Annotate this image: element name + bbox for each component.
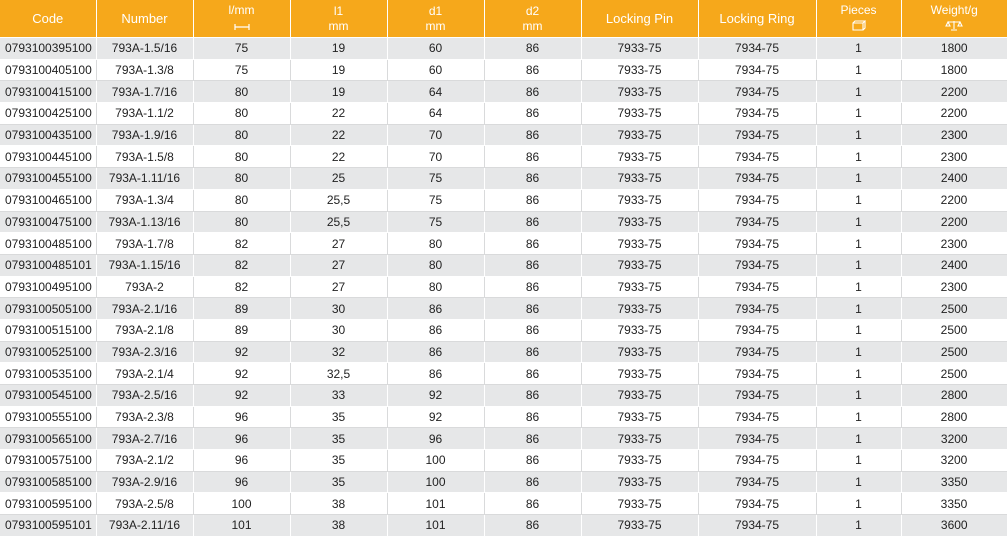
- cell-d2: 86: [484, 103, 581, 125]
- cell-pieces: 1: [816, 428, 901, 450]
- cell-pieces: 1: [816, 276, 901, 298]
- cell-l1: 19: [290, 38, 387, 60]
- cell-code: 0793100585100: [0, 471, 96, 493]
- cell-number: 793A-1.1/2: [96, 103, 193, 125]
- cell-locking-ring: 7934-75: [698, 298, 816, 320]
- cell-pieces: 1: [816, 233, 901, 255]
- cell-d2: 86: [484, 319, 581, 341]
- cell-length: 92: [193, 341, 290, 363]
- cell-length: 92: [193, 363, 290, 385]
- cell-d1: 100: [387, 450, 484, 472]
- cell-l1: 19: [290, 59, 387, 81]
- cell-weight: 2500: [901, 319, 1007, 341]
- cell-code: 0793100595101: [0, 515, 96, 537]
- cell-d1: 80: [387, 254, 484, 276]
- cell-weight: 3200: [901, 450, 1007, 472]
- cell-l1: 38: [290, 515, 387, 537]
- table-row: [0, 276, 1007, 298]
- cell-code: 0793100425100: [0, 103, 96, 125]
- cell-length: 92: [193, 385, 290, 407]
- cell-d1: 86: [387, 298, 484, 320]
- cell-number: 793A-2.1/4: [96, 363, 193, 385]
- cell-weight: 2500: [901, 341, 1007, 363]
- cell-l1: 32,5: [290, 363, 387, 385]
- header-locking-pin: Locking Pin: [581, 0, 698, 38]
- table-row: [0, 211, 1007, 233]
- cell-l1: 35: [290, 471, 387, 493]
- table-row: [0, 189, 1007, 211]
- cell-number: 793A-2.3/8: [96, 406, 193, 428]
- cell-locking-ring: 7934-75: [698, 363, 816, 385]
- cell-number: 793A-1.5/8: [96, 146, 193, 168]
- cell-locking-ring: 7934-75: [698, 428, 816, 450]
- cell-weight: 3350: [901, 471, 1007, 493]
- cell-pieces: 1: [816, 493, 901, 515]
- cell-pieces: 1: [816, 189, 901, 211]
- cell-d1: 86: [387, 319, 484, 341]
- cell-number: 793A-2.3/16: [96, 341, 193, 363]
- cell-length: 80: [193, 124, 290, 146]
- cell-pieces: 1: [816, 385, 901, 407]
- cell-weight: 2200: [901, 189, 1007, 211]
- cell-locking-pin: 7933-75: [581, 38, 698, 60]
- cell-locking-pin: 7933-75: [581, 319, 698, 341]
- cell-code: 0793100455100: [0, 168, 96, 190]
- cell-locking-ring: 7934-75: [698, 319, 816, 341]
- cell-weight: 2400: [901, 168, 1007, 190]
- cell-locking-pin: 7933-75: [581, 146, 698, 168]
- cell-locking-ring: 7934-75: [698, 341, 816, 363]
- cell-d2: 86: [484, 211, 581, 233]
- cell-d1: 70: [387, 124, 484, 146]
- cell-d1: 92: [387, 385, 484, 407]
- cell-d2: 86: [484, 124, 581, 146]
- cell-code: 0793100465100: [0, 189, 96, 211]
- cell-pieces: 1: [816, 168, 901, 190]
- cell-locking-pin: 7933-75: [581, 341, 698, 363]
- cell-number: 793A-2.5/16: [96, 385, 193, 407]
- cell-locking-pin: 7933-75: [581, 428, 698, 450]
- cell-d2: 86: [484, 341, 581, 363]
- cell-locking-ring: 7934-75: [698, 38, 816, 60]
- cell-weight: 2800: [901, 385, 1007, 407]
- cell-weight: 3600: [901, 515, 1007, 537]
- table-row: [0, 428, 1007, 450]
- header-d1: d1 mm: [387, 0, 484, 38]
- cell-d1: 80: [387, 276, 484, 298]
- box-icon: [852, 19, 866, 34]
- cell-weight: 1800: [901, 38, 1007, 60]
- cell-locking-pin: 7933-75: [581, 59, 698, 81]
- cell-weight: 2300: [901, 146, 1007, 168]
- cell-l1: 22: [290, 146, 387, 168]
- cell-weight: 2200: [901, 81, 1007, 103]
- table-row: [0, 168, 1007, 190]
- cell-d2: 86: [484, 276, 581, 298]
- cell-number: 793A-1.7/8: [96, 233, 193, 255]
- cell-l1: 30: [290, 298, 387, 320]
- table-row: [0, 103, 1007, 125]
- cell-l1: 22: [290, 103, 387, 125]
- cell-length: 80: [193, 81, 290, 103]
- header-d2: d2 mm: [484, 0, 581, 38]
- cell-d1: 100: [387, 471, 484, 493]
- cell-locking-ring: 7934-75: [698, 124, 816, 146]
- cell-number: 793A-2.1/2: [96, 450, 193, 472]
- cell-pieces: 1: [816, 146, 901, 168]
- cell-l1: 27: [290, 276, 387, 298]
- cell-locking-pin: 7933-75: [581, 189, 698, 211]
- table-row: [0, 363, 1007, 385]
- table-row: [0, 254, 1007, 276]
- header-length-label: l/mm: [228, 2, 255, 17]
- cell-code: 0793100525100: [0, 341, 96, 363]
- cell-code: 0793100595100: [0, 493, 96, 515]
- cell-locking-ring: 7934-75: [698, 493, 816, 515]
- header-locking-ring: Locking Ring: [698, 0, 816, 38]
- cell-d2: 86: [484, 38, 581, 60]
- table-row: [0, 471, 1007, 493]
- cell-d1: 101: [387, 493, 484, 515]
- cell-length: 100: [193, 493, 290, 515]
- cell-code: 0793100545100: [0, 385, 96, 407]
- cell-l1: 19: [290, 81, 387, 103]
- cell-d2: 86: [484, 59, 581, 81]
- cell-locking-pin: 7933-75: [581, 168, 698, 190]
- cell-locking-pin: 7933-75: [581, 471, 698, 493]
- cell-length: 96: [193, 450, 290, 472]
- cell-code: 0793100475100: [0, 211, 96, 233]
- table-row: [0, 406, 1007, 428]
- table-row: [0, 319, 1007, 341]
- cell-number: 793A-2.9/16: [96, 471, 193, 493]
- cell-pieces: 1: [816, 450, 901, 472]
- cell-number: 793A-1.13/16: [96, 211, 193, 233]
- cell-l1: 35: [290, 406, 387, 428]
- cell-code: 0793100495100: [0, 276, 96, 298]
- cell-locking-ring: 7934-75: [698, 81, 816, 103]
- cell-l1: 33: [290, 385, 387, 407]
- cell-number: 793A-2.7/16: [96, 428, 193, 450]
- cell-pieces: 1: [816, 81, 901, 103]
- cell-locking-ring: 7934-75: [698, 254, 816, 276]
- table-row: [0, 450, 1007, 472]
- cell-d2: 86: [484, 254, 581, 276]
- cell-number: 793A-2: [96, 276, 193, 298]
- cell-l1: 25,5: [290, 189, 387, 211]
- cell-code: 0793100395100: [0, 38, 96, 60]
- cell-pieces: 1: [816, 211, 901, 233]
- cell-length: 80: [193, 103, 290, 125]
- cell-pieces: 1: [816, 406, 901, 428]
- cell-d1: 64: [387, 103, 484, 125]
- cell-locking-ring: 7934-75: [698, 189, 816, 211]
- cell-locking-pin: 7933-75: [581, 385, 698, 407]
- table-row: [0, 385, 1007, 407]
- cell-d1: 60: [387, 38, 484, 60]
- cell-number: 793A-1.3/4: [96, 189, 193, 211]
- cell-l1: 30: [290, 319, 387, 341]
- cell-d2: 86: [484, 515, 581, 537]
- cell-d1: 75: [387, 211, 484, 233]
- cell-weight: 2400: [901, 254, 1007, 276]
- cell-d2: 86: [484, 428, 581, 450]
- cell-locking-ring: 7934-75: [698, 276, 816, 298]
- cell-pieces: 1: [816, 363, 901, 385]
- cell-number: 793A-2.1/16: [96, 298, 193, 320]
- cell-number: 793A-1.5/16: [96, 38, 193, 60]
- length-dimension-icon: [234, 19, 250, 34]
- cell-d1: 96: [387, 428, 484, 450]
- cell-length: 82: [193, 276, 290, 298]
- cell-code: 0793100505100: [0, 298, 96, 320]
- table-row: [0, 233, 1007, 255]
- cell-code: 0793100565100: [0, 428, 96, 450]
- cell-pieces: 1: [816, 59, 901, 81]
- cell-weight: 3350: [901, 493, 1007, 515]
- cell-locking-pin: 7933-75: [581, 124, 698, 146]
- cell-d2: 86: [484, 450, 581, 472]
- table-row: [0, 493, 1007, 515]
- cell-code: 0793100415100: [0, 81, 96, 103]
- cell-number: 793A-1.9/16: [96, 124, 193, 146]
- cell-length: 80: [193, 211, 290, 233]
- cell-locking-pin: 7933-75: [581, 493, 698, 515]
- header-length: [193, 0, 290, 38]
- cell-length: 82: [193, 233, 290, 255]
- cell-number: 793A-1.7/16: [96, 81, 193, 103]
- cell-d2: 86: [484, 406, 581, 428]
- cell-locking-pin: 7933-75: [581, 103, 698, 125]
- table-row: [0, 38, 1007, 60]
- cell-d2: 86: [484, 385, 581, 407]
- cell-code: 0793100445100: [0, 146, 96, 168]
- cell-number: 793A-2.11/16: [96, 515, 193, 537]
- cell-locking-ring: 7934-75: [698, 168, 816, 190]
- cell-d1: 86: [387, 341, 484, 363]
- cell-code: 0793100485100: [0, 233, 96, 255]
- cell-locking-ring: 7934-75: [698, 59, 816, 81]
- cell-locking-pin: 7933-75: [581, 406, 698, 428]
- cell-locking-pin: 7933-75: [581, 81, 698, 103]
- cell-weight: 2200: [901, 211, 1007, 233]
- cell-code: 0793100515100: [0, 319, 96, 341]
- cell-locking-pin: 7933-75: [581, 276, 698, 298]
- table-row: [0, 341, 1007, 363]
- cell-pieces: 1: [816, 103, 901, 125]
- cell-length: 75: [193, 59, 290, 81]
- cell-number: 793A-1.3/8: [96, 59, 193, 81]
- cell-d2: 86: [484, 81, 581, 103]
- cell-number: 793A-2.5/8: [96, 493, 193, 515]
- cell-pieces: 1: [816, 254, 901, 276]
- cell-l1: 22: [290, 124, 387, 146]
- cell-weight: 2300: [901, 233, 1007, 255]
- cell-l1: 35: [290, 428, 387, 450]
- table-row: [0, 81, 1007, 103]
- table-row: [0, 298, 1007, 320]
- cell-weight: 2300: [901, 124, 1007, 146]
- cell-length: 80: [193, 189, 290, 211]
- cell-locking-ring: 7934-75: [698, 515, 816, 537]
- cell-d2: 86: [484, 493, 581, 515]
- header-code: Code: [0, 0, 96, 38]
- cell-pieces: 1: [816, 319, 901, 341]
- cell-number: 793A-1.15/16: [96, 254, 193, 276]
- cell-d2: 86: [484, 298, 581, 320]
- cell-locking-ring: 7934-75: [698, 450, 816, 472]
- cell-weight: 2500: [901, 363, 1007, 385]
- cell-length: 96: [193, 406, 290, 428]
- cell-d2: 86: [484, 233, 581, 255]
- cell-code: 0793100575100: [0, 450, 96, 472]
- cell-length: 96: [193, 471, 290, 493]
- cell-d2: 86: [484, 168, 581, 190]
- header-pieces: Pieces: [816, 0, 901, 38]
- cell-locking-pin: 7933-75: [581, 298, 698, 320]
- cell-length: 89: [193, 319, 290, 341]
- cell-code: 0793100555100: [0, 406, 96, 428]
- cell-weight: 2300: [901, 276, 1007, 298]
- cell-pieces: 1: [816, 471, 901, 493]
- cell-d1: 86: [387, 363, 484, 385]
- cell-locking-pin: 7933-75: [581, 211, 698, 233]
- cell-d2: 86: [484, 146, 581, 168]
- cell-l1: 27: [290, 254, 387, 276]
- cell-d1: 80: [387, 233, 484, 255]
- cell-locking-pin: 7933-75: [581, 233, 698, 255]
- cell-length: 82: [193, 254, 290, 276]
- cell-locking-pin: 7933-75: [581, 363, 698, 385]
- cell-l1: 32: [290, 341, 387, 363]
- cell-d1: 92: [387, 406, 484, 428]
- table-row: [0, 124, 1007, 146]
- cell-locking-pin: 7933-75: [581, 515, 698, 537]
- cell-locking-ring: 7934-75: [698, 146, 816, 168]
- cell-l1: 25: [290, 168, 387, 190]
- cell-number: 793A-2.1/8: [96, 319, 193, 341]
- cell-l1: 38: [290, 493, 387, 515]
- header-number: Number: [96, 0, 193, 38]
- cell-pieces: 1: [816, 298, 901, 320]
- cell-d1: 75: [387, 168, 484, 190]
- cell-d2: 86: [484, 189, 581, 211]
- cell-weight: 2200: [901, 103, 1007, 125]
- cell-code: 0793100535100: [0, 363, 96, 385]
- cell-l1: 25,5: [290, 211, 387, 233]
- cell-locking-pin: 7933-75: [581, 254, 698, 276]
- cell-pieces: 1: [816, 38, 901, 60]
- cell-pieces: 1: [816, 124, 901, 146]
- cell-length: 89: [193, 298, 290, 320]
- cell-weight: 2500: [901, 298, 1007, 320]
- cell-length: 75: [193, 38, 290, 60]
- cell-weight: 1800: [901, 59, 1007, 81]
- cell-locking-ring: 7934-75: [698, 211, 816, 233]
- table-row: [0, 146, 1007, 168]
- cell-pieces: 1: [816, 341, 901, 363]
- cell-l1: 35: [290, 450, 387, 472]
- header-weight: Weight/g: [901, 0, 1007, 38]
- cell-locking-ring: 7934-75: [698, 103, 816, 125]
- cell-length: 101: [193, 515, 290, 537]
- table-row: [0, 515, 1007, 537]
- cell-code: 0793100485101: [0, 254, 96, 276]
- cell-d1: 101: [387, 515, 484, 537]
- cell-length: 96: [193, 428, 290, 450]
- cell-d1: 64: [387, 81, 484, 103]
- cell-code: 0793100435100: [0, 124, 96, 146]
- cell-locking-ring: 7934-75: [698, 406, 816, 428]
- cell-weight: 3200: [901, 428, 1007, 450]
- cell-d2: 86: [484, 363, 581, 385]
- table-row: [0, 59, 1007, 81]
- cell-locking-pin: 7933-75: [581, 450, 698, 472]
- cell-pieces: 1: [816, 515, 901, 537]
- header-row: [0, 0, 1007, 38]
- cell-length: 80: [193, 146, 290, 168]
- cell-length: 80: [193, 168, 290, 190]
- cell-d2: 86: [484, 471, 581, 493]
- cell-d1: 70: [387, 146, 484, 168]
- cell-number: 793A-1.11/16: [96, 168, 193, 190]
- cell-d1: 60: [387, 59, 484, 81]
- scale-icon: [945, 19, 963, 34]
- cell-l1: 27: [290, 233, 387, 255]
- cell-code: 0793100405100: [0, 59, 96, 81]
- cell-weight: 2800: [901, 406, 1007, 428]
- cell-locking-ring: 7934-75: [698, 233, 816, 255]
- cell-locking-ring: 7934-75: [698, 471, 816, 493]
- cell-d1: 75: [387, 189, 484, 211]
- header-l1: l1 mm: [290, 0, 387, 38]
- cell-locking-ring: 7934-75: [698, 385, 816, 407]
